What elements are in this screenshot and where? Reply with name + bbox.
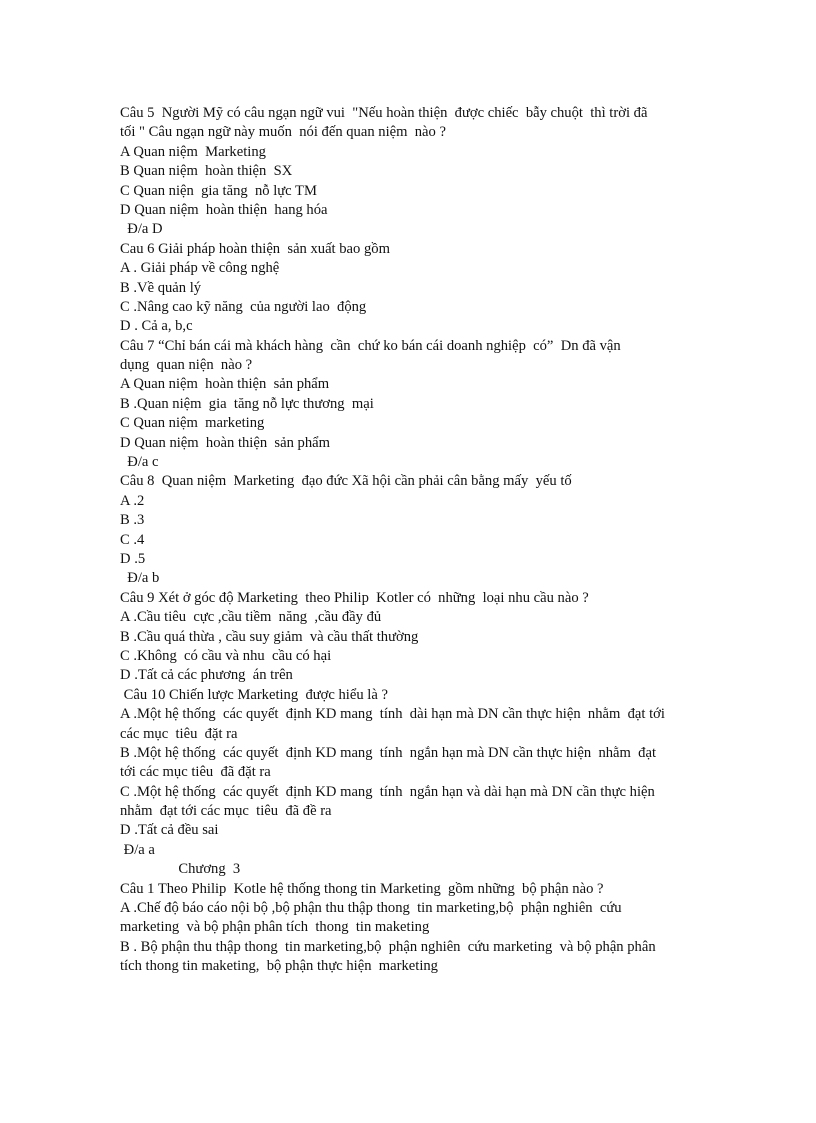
text-line: Đ/a c [120,454,159,471]
text-line: B .3 [120,512,145,529]
text-line: C Quan niện gia tăng nỗ lực TM [120,182,317,199]
text-line: tối " Câu ngạn ngữ này muốn nói đến quan niệm nào ? [120,124,446,141]
text-line: Câu 7 “Chỉ bán cái mà khách hàng cần chứ ko bán cái doanh nghiệp có” Dn đã vận [120,337,621,354]
text-line: A .2 [120,492,145,509]
text-line: D Quan niệm hoàn thiện hang hóa [120,201,328,218]
text-line: dụng quan niện nào ? [120,357,253,374]
text-line: C .Nâng cao kỹ năng của người lao động [120,298,367,315]
text-line: Đ/a a [120,841,155,858]
text-line: tích thong tin maketing, bộ phận thực hiện marketing [120,958,438,975]
text-line: A .Chế độ báo cáo nội bộ ,bộ phận thu thập thong tin marketing,bộ phận nghiên cứu [120,900,622,917]
text-line: Câu 10 Chiến lược Marketing được hiểu là ? [120,686,388,703]
document-page [120,104,720,977]
text-line: tới các mục tiêu đã đặt ra [120,764,271,781]
text-line: A Quan niệm hoàn thiện sản phẩm [120,376,330,393]
text-line: Câu 8 Quan niệm Marketing đạo đức Xã hội cần phải cân bằng mấy yếu tố [120,473,572,490]
text-line: C .Không có cầu và nhu cầu có hại [120,647,332,664]
text-line: D .5 [120,550,146,567]
text-line: B .Một hệ thống các quyết định KD mang tính ngắn hạn mà DN cần thực hiện nhằm đạt [120,744,657,761]
text-line: D .Tất cả đều sai [120,822,219,839]
text-line: A .Cầu tiêu cực ,cầu tiềm năng ,cầu đầy đủ [120,609,382,626]
text-line: Câu 5 Người Mỹ có câu ngạn ngữ vui "Nếu hoàn thiện được chiếc bẫy chuột thì trời đã [120,105,648,121]
text-line: B Quan niệm hoàn thiện SX [120,163,293,180]
text-line: B .Cầu quá thừa , cầu suy giảm và cầu thất thường [120,628,419,645]
text-line: D . Cả a, b,c [120,318,193,335]
text-line: D .Tất cả các phương án trên [120,667,293,684]
text-line: nhằm đạt tới các mục tiêu đã đề ra [120,803,332,820]
text-line: B .Về quản lý [120,279,202,296]
text-line: B .Quan niệm gia tăng nỗ lực thương mại [120,395,374,412]
text-line: C .Một hệ thống các quyết định KD mang tính ngắn hạn và dài hạn mà DN cần thực hiện [120,783,655,800]
text-line: A Quan niệm Marketing [120,143,266,160]
text-line: Câu 9 Xét ở góc độ Marketing theo Philip Kotler có những loại nhu cầu nào ? [120,589,589,606]
text-line: marketing và bộ phận phân tích thong tin maketing [120,919,430,936]
text-line: Cau 6 Giải pháp hoàn thiện sản xuất bao gồm [120,240,390,257]
text-line: A .Một hệ thống các quyết định KD mang tính dài hạn mà DN cần thực hiện nhằm đạt tới [120,706,665,723]
text-line: Câu 1 Theo Philip Kotle hệ thống thong tin Marketing gồm những bộ phận nào ? [120,880,604,897]
text-line: các mục tiêu đặt ra [120,725,238,742]
text-line: C Quan niệm marketing [120,415,265,432]
text-line: C .4 [120,531,145,548]
text-line: Đ/a D [120,221,163,238]
text-line: Chương 3 [120,861,241,878]
text-line: B . Bộ phận thu thập thong tin marketing,bộ phận nghiên cứu marketing và bộ phận phân [120,938,656,955]
text-line: A . Giải pháp về công nghệ [120,260,280,277]
text-line: Đ/a b [120,570,160,587]
text-line: D Quan niệm hoàn thiện sản phẩm [120,434,330,451]
